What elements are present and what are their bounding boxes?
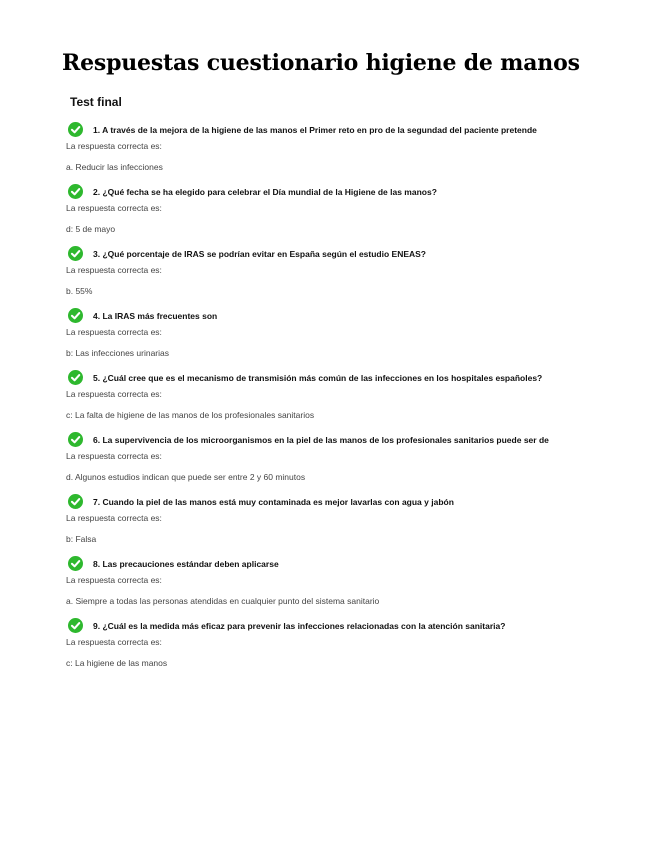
question-list	[0, 118, 655, 676]
check-circle-icon	[68, 618, 83, 633]
correct-answer: c: La falta de higiene de las manos de los profesionales sanitarios	[66, 410, 315, 420]
question-item	[0, 366, 655, 428]
question-text: 1. A través de la mejora de la higiene de las manos el Primer reto en pro de la segundad del paciente pretende	[93, 124, 537, 135]
answer-label: La respuesta correcta es:	[66, 141, 162, 151]
question-item	[0, 304, 655, 366]
question-text: 6. La supervivencia de los microorganismos en la piel de las manos de los profesionales sanitarios puede ser de	[93, 434, 549, 445]
question-row	[68, 492, 454, 511]
correct-answer: b: Falsa	[66, 534, 97, 544]
answer-label: La respuesta correcta es:	[66, 389, 162, 399]
question-row	[68, 368, 542, 387]
section-title: Test final	[70, 95, 122, 109]
check-circle-icon	[68, 494, 83, 509]
answer-label: La respuesta correcta es:	[66, 637, 162, 647]
question-item	[0, 242, 655, 304]
check-circle-icon	[68, 246, 83, 261]
question-text: 3. ¿Qué porcentaje de IRAS se podrían evitar en España según el estudio ENEAS?	[93, 248, 427, 259]
question-text: 5. ¿Cuál cree que es el mecanismo de transmisión más común de las infecciones en los hospitales españoles?	[93, 372, 543, 383]
question-item	[0, 180, 655, 242]
question-row	[68, 120, 537, 139]
question-row	[68, 306, 217, 325]
answer-label: La respuesta correcta es:	[66, 203, 162, 213]
correct-answer: b. 55%	[66, 286, 93, 296]
correct-answer: a. Siempre a todas las personas atendidas en cualquier punto del sistema sanitario	[66, 596, 380, 606]
page-title: Respuestas cuestionario higiene de manos	[62, 50, 580, 76]
correct-answer: c: La higiene de las manos	[66, 658, 168, 668]
correct-answer: d: 5 de mayo	[66, 224, 116, 234]
question-item	[0, 118, 655, 180]
check-circle-icon	[68, 556, 83, 571]
answer-label: La respuesta correcta es:	[66, 513, 162, 523]
question-row	[68, 430, 549, 449]
check-circle-icon	[68, 184, 83, 199]
question-item	[0, 428, 655, 490]
answer-label: La respuesta correcta es:	[66, 575, 162, 585]
question-item	[0, 490, 655, 552]
correct-answer: d. Algunos estudios indican que puede ser entre 2 y 60 minutos	[66, 472, 306, 482]
check-circle-icon	[68, 370, 83, 385]
answer-label: La respuesta correcta es:	[66, 327, 162, 337]
answer-label: La respuesta correcta es:	[66, 265, 162, 275]
question-text: 8. Las precauciones estándar deben aplicarse	[93, 558, 279, 569]
question-row	[68, 182, 437, 201]
question-text: 7. Cuando la piel de las manos está muy contaminada es mejor lavarlas con agua y jabón	[93, 496, 454, 507]
check-circle-icon	[68, 122, 83, 137]
question-item	[0, 552, 655, 614]
question-text: 9. ¿Cuál es la medida más eficaz para prevenir las infecciones relacionadas con la atención sanitaria?	[93, 620, 506, 631]
check-circle-icon	[68, 308, 83, 323]
question-row	[68, 554, 279, 573]
question-text: 2. ¿Qué fecha se ha elegido para celebrar el Día mundial de la Higiene de las manos?	[93, 186, 437, 197]
question-row	[68, 616, 505, 635]
check-circle-icon	[68, 432, 83, 447]
answer-label: La respuesta correcta es:	[66, 451, 162, 461]
question-item	[0, 614, 655, 676]
question-row	[68, 244, 426, 263]
correct-answer: a. Reducir las infecciones	[66, 162, 163, 172]
question-text: 4. La IRAS más frecuentes son	[93, 310, 218, 321]
correct-answer: b: Las infecciones urinarias	[66, 348, 170, 358]
